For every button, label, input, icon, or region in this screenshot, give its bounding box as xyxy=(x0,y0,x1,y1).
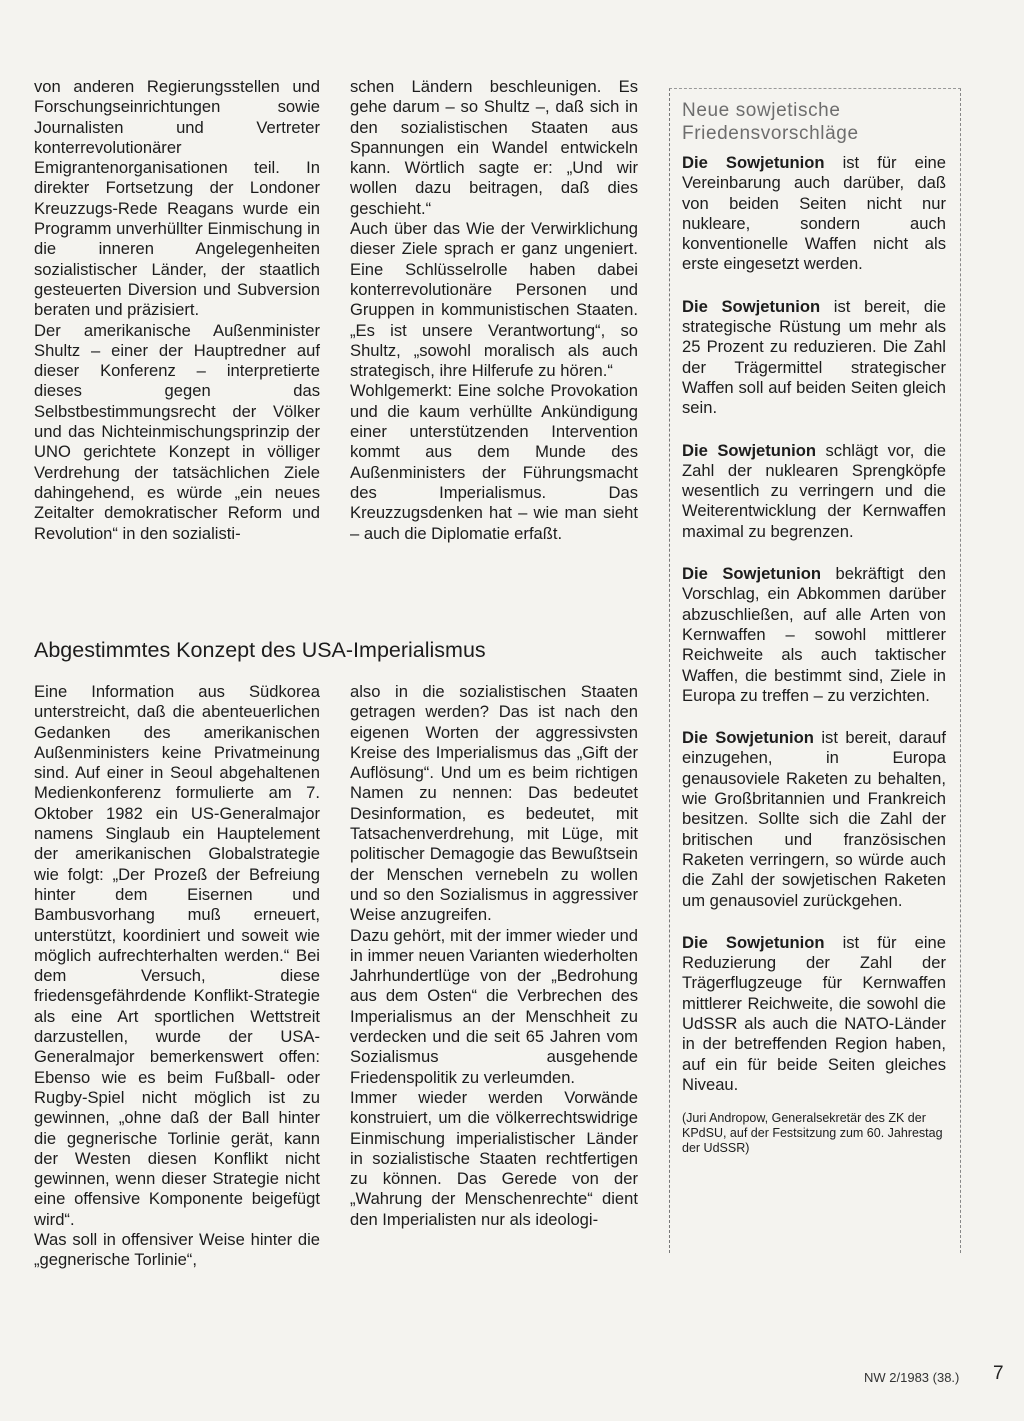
proposal-item xyxy=(682,933,946,1095)
proposal-item xyxy=(682,441,946,542)
paragraph: Wohlgemerkt: Eine solche Provokation und die kaum verhüllte Ankündigung einer unterstützenden Intervention kommt aus dem Munde des Außenministers der Führungsmacht des Imperialismus. Das Kreuzzugsdenken hat – wie man sieht – auch die Diplomatie erfaßt. xyxy=(350,381,638,543)
proposal-text: ist bereit, die strategische Rüstung um mehr als 25 Prozent zu reduzieren. Die Zahl der Trägermittel strategischer Waffen soll auf beiden Seiten gleich sein. xyxy=(682,296,946,418)
page-number: 7 xyxy=(993,1363,1004,1384)
proposal-subject: Die Sowjetunion xyxy=(682,932,825,952)
paragraph: Eine Information aus Südkorea unterstreicht, daß die abenteuerlichen Gedanken des amerikanischen Außenministers keine Privatmeinung sind. Auf einer in Seoul abgehaltenen Medienkonferenz formulierte am 7. Oktober 1982 ein US-Generalmajor namens Singlaub ein Hauptelement der amerikanischen Globalstrategie wie folgt: „Der Prozeß der Befreiung hinter dem Eisernen und Bambusvorhang muß erneuert, unterstützt, koordiniert und soweit wie möglich aufrechterhalten werden.“ Bei dem Versuch, diese friedensgefährdende Konflikt-Strategie als eine Art sportlichen Wettstreit darzustellen, wurde der USA-Generalmajor bemerkenswert offen: Ebenso wie es beim Fußball- oder Rugby-Spiel nicht möglich ist zu gewinnen, „ohne daß der Ball hinter die gegnerische Torlinie gerät, kann der Westen diesen Konflikt nicht gewinnen, wenn dieser Strategie nicht eine offensive Komponente beigefügt wird“. xyxy=(34,682,320,1229)
sidebar-title: Neue sowjetische Friedensvorschläge xyxy=(682,100,859,144)
article-column-3 xyxy=(34,682,320,1271)
proposal-item xyxy=(682,564,946,706)
paragraph: Auch über das Wie der Verwirklichung dieser Ziele sprach er ganz ungeniert. Eine Schlüsselrolle haben dabei konterrevolutionäre Personen und Gruppen in kommunistischen Staaten. „Es ist unsere Verantwortung“, so Shultz, „sowohl moralisch als auch strategisch, ihre Hilferufe zu hören.“ xyxy=(350,219,638,381)
article-column-4 xyxy=(350,682,638,1230)
proposal-item xyxy=(682,728,946,911)
paragraph: Immer wieder werden Vorwände konstruiert, um die völkerrechtswidrige Einmischung imperialistischer Länder in sozialistische Staaten rechtfertigen zu können. Das Gerede von der „Wahrung der Menschenrechte“ dient den Imperialisten nur als ideologi- xyxy=(350,1087,638,1229)
paragraph: schen Ländern beschleunigen. Es gehe darum – so Shultz –, daß sich in den sozialistischen Staaten aus Spannungen ein Wandel entwickeln kann. Wörtlich sagte er: „Und wir wollen dazu beitragen, daß dies geschieht.“ xyxy=(350,77,638,218)
paragraph: von anderen Regierungsstellen und Forschungseinrichtungen sowie Journalisten und Vertreter konterrevolutionärer Emigrantenorganisationen teil. In direkter Fortsetzung der Londoner Kreuzzugs-Rede Reagans wurde ein Programm unverhüllter Einmischung in die inneren Angelegenheiten sozialistischer Länder, der staatlich gesteuerten Diversion und Subversion beraten und präzisiert. xyxy=(34,77,320,320)
paragraph: Dazu gehört, mit der immer wieder und in immer neuen Varianten wiederholten Jahrhundertlüge von der „Bedrohung aus dem Osten“ die Verbrechen des Imperialismus an der Menschheit zu verdecken und die seit 65 Jahren vom Sozialismus ausgehende Friedenspolitik zu verleumden. xyxy=(350,925,638,1087)
proposal-subject: Die Sowjetunion xyxy=(682,564,821,584)
proposal-subject: Die Sowjetunion xyxy=(682,296,821,316)
issue-reference: NW 2/1983 (38.) xyxy=(864,1370,960,1385)
paragraph: Der amerikanische Außenminister Shultz – einer der Hauptredner auf dieser Konferenz – interpretierte dieses gegen das Selbstbestimmungsrecht der Völker und das Nichteinmischungsprinzip der UNO gerichtete Konzept in völliger Verdrehung der tatsächlichen Ziele dahingehend, es würde „ein neues Zeitalter demokratischer Reform und Revolution“ in den sozialisti- xyxy=(34,320,320,543)
section-heading: Abgestimmtes Konzept des USA-Imperialismus xyxy=(34,638,486,662)
paragraph: also in die sozialistischen Staaten getragen werden? Das ist nach den eigenen Worten der aggressivsten Kreise des Imperialismus das „Gift der Auflösung“. Und um es beim richtigen Namen zu nennen: Das bedeutet Desinformation, es bedeutet, mit Tatsachenverdrehung, mit Lüge, mit politischer Demagogie das Bewußtsein der Menschen vernebeln zu wollen und so den Sozialismus in aggressiver Weise anzugreifen. xyxy=(350,682,638,925)
proposal-item xyxy=(682,297,946,419)
sidebar-content xyxy=(682,99,946,1169)
proposal-text: bekräftigt den Vorschlag, ein Abkommen darüber abzuschließen, auf alle Arten von Kernwaffen – sowohl mittlerer Reichweite als auch taktischer Waffen, die bestimmt sind, Ziele in Europa zu treffen – zu verzichten. xyxy=(682,564,946,705)
proposal-subject: Die Sowjetunion xyxy=(682,728,814,748)
proposal-text: ist für eine Reduzierung der Zahl der Trägerflugzeuge für Kernwaffen mittlerer Reichweite, die sowohl die UdSSR als auch die NATO-Länder in der betreffenden Region haben, auf ein für beide Seiten gleiches Niveau. xyxy=(682,932,946,1094)
proposal-subject: Die Sowjetunion xyxy=(682,153,825,172)
proposals-sidebar xyxy=(669,88,961,1253)
proposal-text: ist bereit, darauf einzugehen, in Europa genausoviele Raketen zu behalten, wie Großbritannien und Frankreich besitzen. Sollte sich die Zahl der britischen und französischen Raketen verringern, so würde auch die Zahl der sowjetischen Raketen um genausoviel zurückgehen. xyxy=(682,728,946,910)
paragraph: Was soll in offensiver Weise hinter die „gegnerische Torlinie“, xyxy=(34,1230,320,1270)
article-column-2 xyxy=(350,77,638,544)
proposal-text: schlägt vor, die Zahl der nuklearen Sprengköpfe wesentlich zu verringern und die Weiterentwicklung der Kernwaffen maximal zu begrenzen. xyxy=(682,440,946,541)
article-column-1 xyxy=(34,77,320,544)
quote-source: (Juri Andropow, Generalsekretär des ZK der KPdSU, auf der Festsitzung zum 60. Jahrestag der UdSSR) xyxy=(682,1111,943,1156)
proposal-item xyxy=(682,153,946,275)
proposal-text: ist für eine Vereinbarung auch darüber, daß von beiden Seiten nicht nur nukleare, sondern auch konventionelle Waffen nicht als erste eingesetzt werden. xyxy=(682,153,946,274)
proposal-subject: Die Sowjetunion xyxy=(682,440,816,460)
